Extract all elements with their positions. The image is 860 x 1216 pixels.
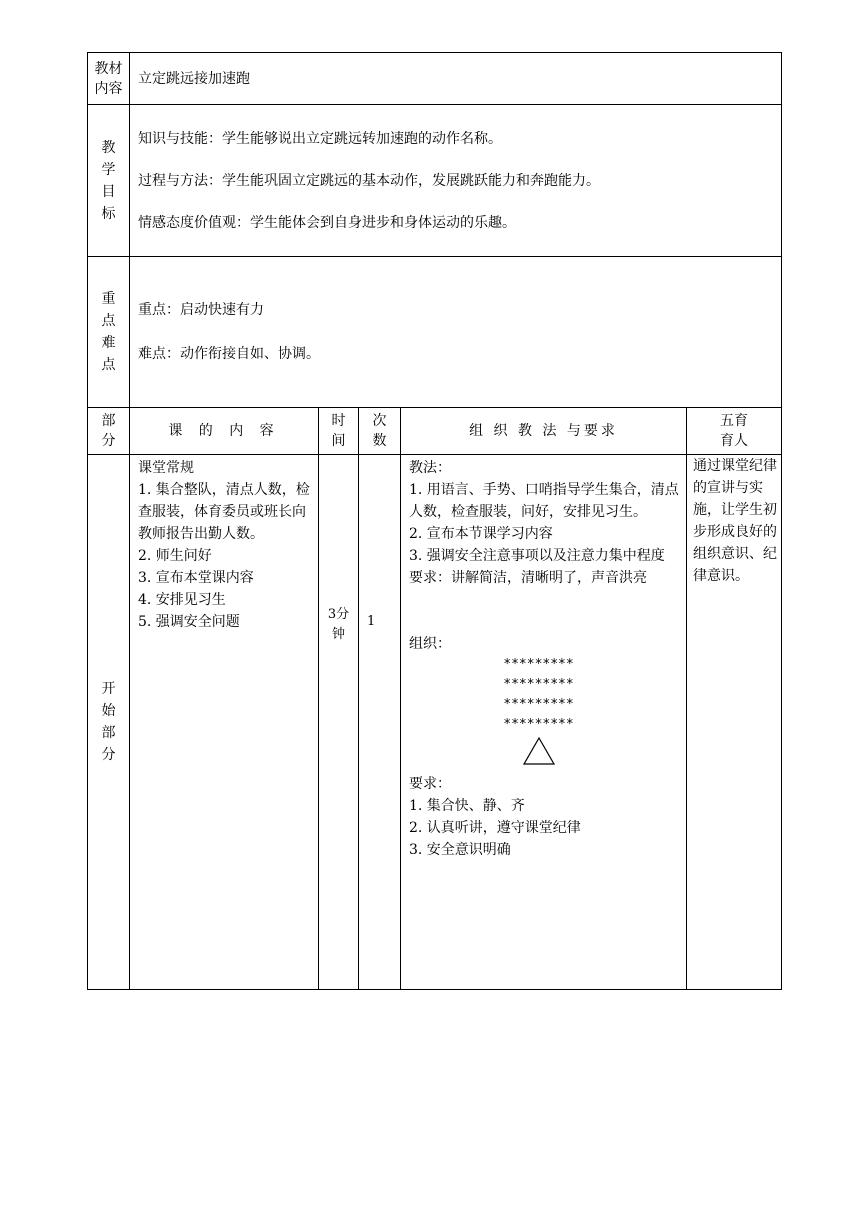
method-line: 2. 宣布本节课学习内容 (409, 526, 553, 542)
organization-heading: 组织： (409, 636, 451, 652)
material-value: 立定跳远接加速跑 (138, 70, 250, 87)
keypoints-label-cell (88, 257, 130, 408)
start-time: 3分钟 (327, 607, 350, 642)
formation-row: ********* (503, 697, 574, 712)
lesson-plan-table (87, 52, 782, 990)
start-count-cell (359, 455, 401, 990)
keypoints-label: 重点难点 (101, 291, 116, 373)
method-heading: 教法： (409, 460, 451, 476)
difficult-point: 难点：动作衔接自如、协调。 (138, 346, 320, 362)
method-line: 1. 用语言、手势、口哨指导学生集合，清点人数，检查服装，问好，安排见习生。 (409, 482, 679, 520)
goals-row (88, 105, 782, 257)
goal-knowledge: 知识与技能：学生能够说出立定跳远转加速跑的动作名称。 (138, 130, 502, 147)
header-method: 组 织 教 法 与要求 (401, 408, 687, 455)
header-content: 课 的 内 容 (130, 408, 319, 455)
content-line: 课堂常规 (138, 460, 194, 476)
requirement-line: 2. 认真听讲，遵守课堂纪律 (409, 820, 581, 836)
start-time-cell (319, 455, 359, 990)
requirement-heading: 要求： (409, 776, 451, 792)
material-label: 教材内容 (94, 60, 123, 97)
content-line: 5. 强调安全问题 (138, 614, 240, 630)
start-part-label: 开始部分 (101, 681, 116, 763)
start-part-cell (88, 455, 130, 990)
goals-label-cell (88, 105, 130, 257)
keypoints-cell (130, 257, 782, 408)
goals-label: 教学目标 (101, 139, 116, 222)
edu-text: 通过课堂纪律的宣讲与实施，让学生初步形成良好的组织意识、纪律意识。 (693, 458, 777, 584)
content-line: 2. 师生问好 (138, 548, 212, 564)
method-requirement: 要求：讲解简洁，清晰明了，声音洪亮 (409, 570, 647, 586)
formation-row: ********* (503, 717, 574, 732)
header-edu: 五育育人 (687, 408, 782, 455)
material-value-cell (130, 53, 782, 105)
header-part: 部分 (88, 408, 130, 455)
formation-diagram (409, 655, 682, 767)
material-row (88, 53, 782, 105)
header-time: 时间 (319, 408, 359, 455)
start-content-cell (130, 455, 319, 990)
goal-emotion: 情感态度价值观：学生能体会到自身进步和身体运动的乐趣。 (138, 214, 516, 231)
start-section-row (88, 455, 782, 990)
method-line: 3. 强调安全注意事项以及注意力集中程度 (409, 548, 665, 564)
column-header-row (88, 408, 782, 455)
goals-cell (130, 105, 782, 257)
start-count: 1 (367, 614, 376, 629)
content-line: 1. 集合整队，清点人数，检查服装，体育委员或班长向教师报告出勤人数。 (138, 482, 310, 542)
teacher-triangle-icon (523, 737, 555, 765)
content-line: 4. 安排见习生 (138, 592, 226, 608)
requirement-line: 1. 集合快、静、齐 (409, 798, 525, 814)
requirement-line: 3. 安全意识明确 (409, 842, 511, 858)
start-edu-cell (687, 455, 782, 990)
formation-row: ********* (503, 657, 574, 672)
key-point: 重点：启动快速有力 (138, 302, 264, 318)
header-count: 次数 (359, 408, 401, 455)
keypoints-row (88, 257, 782, 408)
goal-process: 过程与方法：学生能巩固立定跳远的基本动作，发展跳跃能力和奔跑能力。 (138, 172, 600, 189)
content-line: 3. 宣布本堂课内容 (138, 570, 254, 586)
formation-row: ********* (503, 677, 574, 692)
start-method-cell (401, 455, 687, 990)
material-label-cell (88, 53, 130, 105)
